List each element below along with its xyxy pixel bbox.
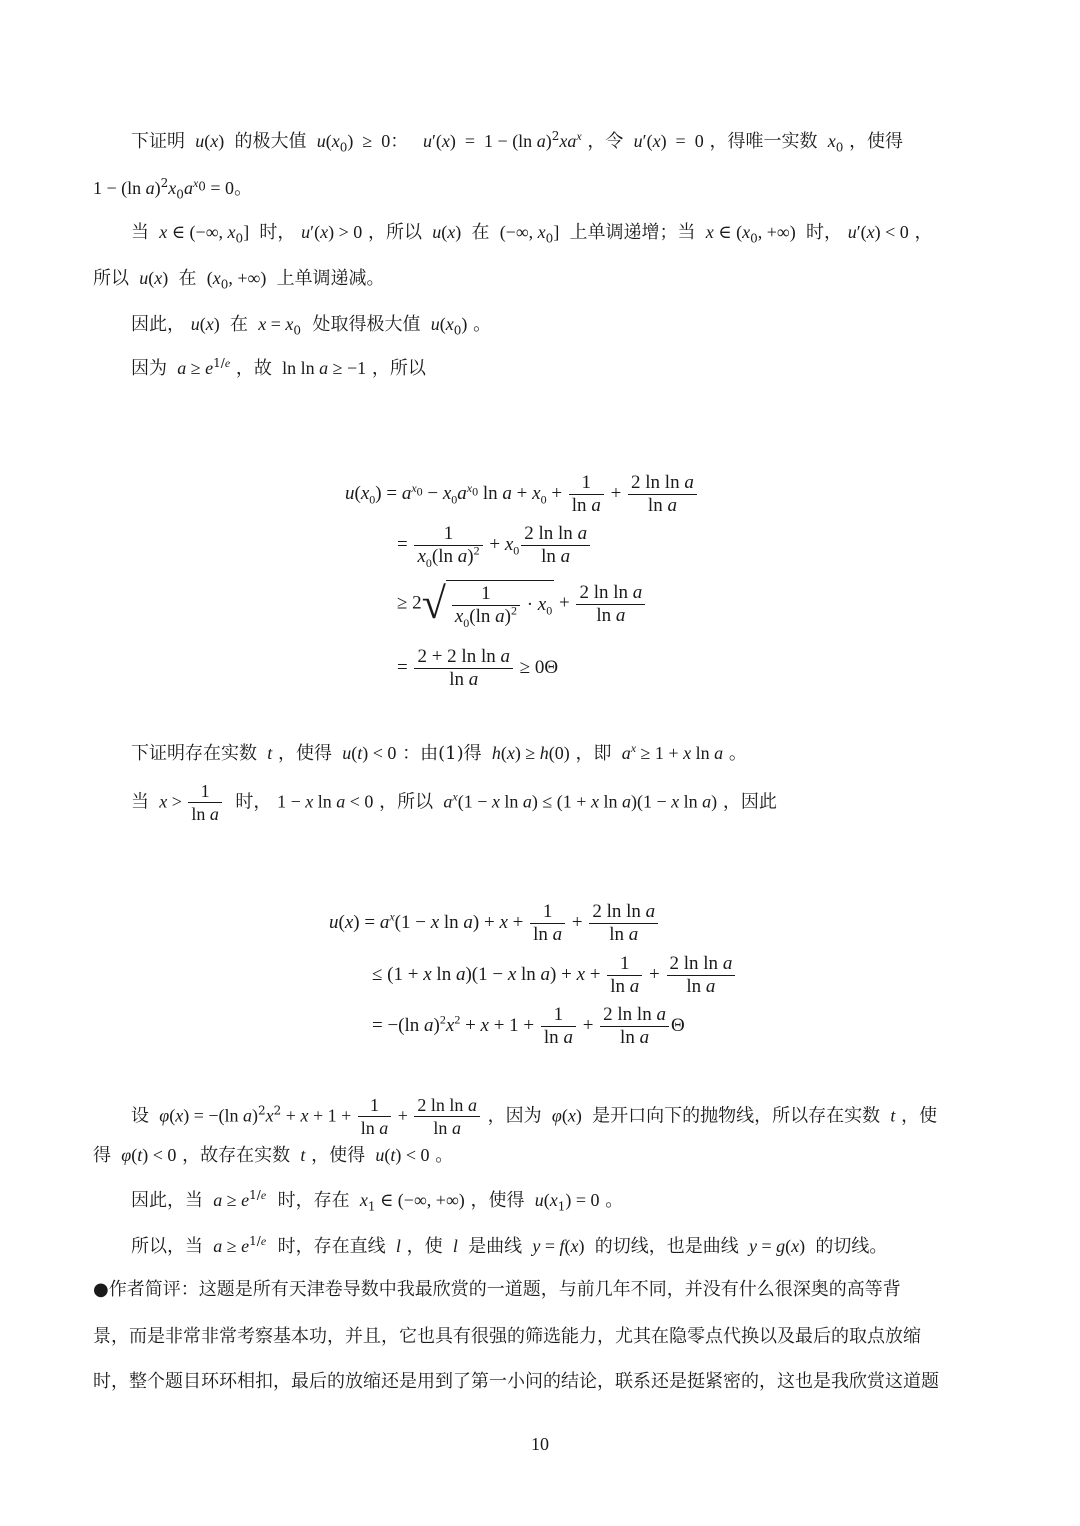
page-number: 10 [531,1434,549,1454]
text: ，故 [235,358,272,379]
text: ，使得 [311,1145,366,1166]
text: 在 [471,222,490,243]
text: ，得唯一实数 [709,131,818,152]
paragraph-line: 1 − (ln $a)^2x_0a^{x_0} = 0$。 [93,176,253,202]
text: 是曲线 [468,1236,523,1257]
paragraph-line: 所以，当 $a \ge e^{1/e}$ 时，存在直线 l ，使 l 是曲线 y = f(x) 的切线，也是曲线 y = g(x) 的切线。 [131,1234,888,1257]
text: 设 [131,1105,149,1127]
text: 。 [435,1145,454,1166]
text: 处取得极大值 [312,314,421,335]
text: ， [914,222,933,243]
text: 上单调递增；当 [569,222,696,243]
text: 在 [229,314,248,335]
text: 因此， [131,314,185,335]
text: 的切线。 [815,1236,888,1257]
text: ，令 [587,131,624,152]
text: 上单调递减。 [276,268,385,289]
paragraph-line: 当 x > $\frac{1}{\text{ln a}}$ 时， 1 − x ln a < 0 ，所以 $a^x(1 - x$ ln a) ≤ (1 + x ln a)(1 − x ln a) ，因此 [131,781,777,824]
equation-row: = $\frac{1}{x_0(\ln a)^2}$ + $x_0$ $\frac{\text{2 ln ln a}}{\text{ln a}}$ [397,523,592,568]
paragraph-line: 下证明 u(x) 的极大值 $u(x_0) \ge 0$： u′(x) = 1 − (ln $a)^2xa^x$ ，令 u′(x) = 0 ，得唯一实数 $x_0$ ，使得 [131,129,904,155]
paragraph-line: 下证明存在实数 t ，使得 u(t) < 0 ：由(1)得 h(x) ≥ h(0) ，即 $a^x \ge 1 + x$ ln a 。 [131,741,747,764]
text: 时， [259,222,296,243]
text: 时， [805,222,842,243]
text: 因为 [131,358,167,379]
text: 得 [93,1145,111,1166]
text: 时， [235,791,272,813]
paragraph-line: 因此，当 $a \ge e^{1/e}$ 时，存在 $x_1$ ∈ (−∞, +∞) ，使得 $u(x_1) = 0$ 。 [131,1188,624,1214]
text: 下证明存在实数 [131,743,257,764]
equation-row: ≥ 2√ $\frac{1}{x_0(\ln a)^2}$ · $x_0$ + $\frac{\text{2 ln ln a}}{\text{ln a}}$ [397,580,647,628]
comment-line: 时，整个题目环环相扣，最后的放缩还是用到了第一小问的结论，联系还是挺紧密的，这也是我欣赏这道题 [93,1371,939,1392]
text: 在 [178,268,197,289]
text: 所以 [93,268,129,289]
text: ，所以 [367,222,422,243]
text: 因此，当 [131,1190,203,1211]
text: ，因为 [487,1105,542,1127]
text: ，使 [406,1236,443,1257]
text: ，使得 [277,743,332,764]
text: ，使 [901,1105,938,1127]
text: 时，存在 [277,1190,350,1211]
paragraph-line: 因此， u(x) 在 $x = x_0$ 处取得极大值 $u(x_0)$ 。 [131,314,492,338]
text: 当 [131,791,149,813]
comment-line: ●作者简评：这题是所有天津卷导数中我最欣赏的一道题，与前几年不同，并没有什么很深奥的高等背 [93,1279,901,1300]
text: 当 [131,222,149,243]
text: 。 [605,1190,624,1211]
text: ，所以 [379,791,434,813]
text: 。 [728,743,747,764]
paragraph-line: 得 φ(t) < 0 ，故存在实数 t ，使得 u(t) < 0 。 [93,1145,454,1166]
text: ，因此 [722,791,777,813]
text: 的切线，也是曲线 [594,1236,739,1257]
text: 。 [473,314,492,335]
text: 下证明 [131,131,185,152]
text: ：由(1)得 [402,743,482,764]
paragraph-line: 因为 $a \ge e^{1/e}$ ，故 ln ln a ≥ −1 ，所以 [131,356,426,379]
equation-row: ≤ (1 + x ln a)(1 − x ln a) + x + $\frac{1}{\text{ln a}}$ + $\frac{\text{2 ln ln a}}{\text{ln a}}$ [372,953,737,998]
text: 。 [234,178,253,199]
equation-row: $u(x) = a^x(1 - x$ ln a) + x + $\frac{1}{\text{ln a}}$ + $\frac{\text{2 ln ln a}}{\text{ln a}}$ [329,901,660,946]
paragraph-line: 所以 u(x) 在 ($x_0$, +∞) 上单调递减。 [93,268,385,292]
comment-line: 景，而是非常非常考察基本功，并且，它也具有很强的筛选能力，尤其在隐零点代换以及最后的取点放缩 [93,1326,921,1347]
paragraph-line: 当 x ∈ (−∞, $x_0$] 时， u′(x) > 0 ，所以 u(x) 在 (−∞, $x_0$] 上单调递增；当 x ∈ ($x_0$, +∞) 时， u′(x) < 0 ， [131,222,933,246]
text: 的极大值 [234,131,307,152]
equation-row: $u(x_0) = a^{x_0} - x_0a^{x_0}$ $\ln a + x_0$ + $\frac{1}{\text{ln a}}$ + $\frac{\text{2 ln ln a}}{\text{ln a}}$ [345,472,699,517]
paragraph-line: 设 φ(x) = −(ln $a)^2x^2 + x + 1$ + $\frac{1}{\text{ln a}}$ + $\frac{\text{2 ln ln a}}{\text{ln a}}$ ，因为 φ(x) 是开口向下的抛物线，所以存在实数 t ，使 [131,1095,938,1138]
text: ，故存在实数 [182,1145,291,1166]
text: ，即 [575,743,612,764]
text: ，使得 [849,131,904,152]
text: 时，存在直线 [277,1236,386,1257]
text: 是开口向下的抛物线，所以存在实数 [592,1105,881,1127]
text: ，使得 [470,1190,525,1211]
text: ，所以 [371,358,426,379]
equation-row: = $\frac{\text{2 + 2 ln ln a}}{\text{ln a}}$ ≥ 0Θ [397,646,559,690]
equation-row: = −(ln $a)^2x^2 + x + 1$ + $\frac{1}{\text{ln a}}$ + $\frac{\text{2 ln ln a}}{\text{ln a}}$ Θ [372,1004,685,1048]
text: 所以，当 [131,1236,203,1257]
